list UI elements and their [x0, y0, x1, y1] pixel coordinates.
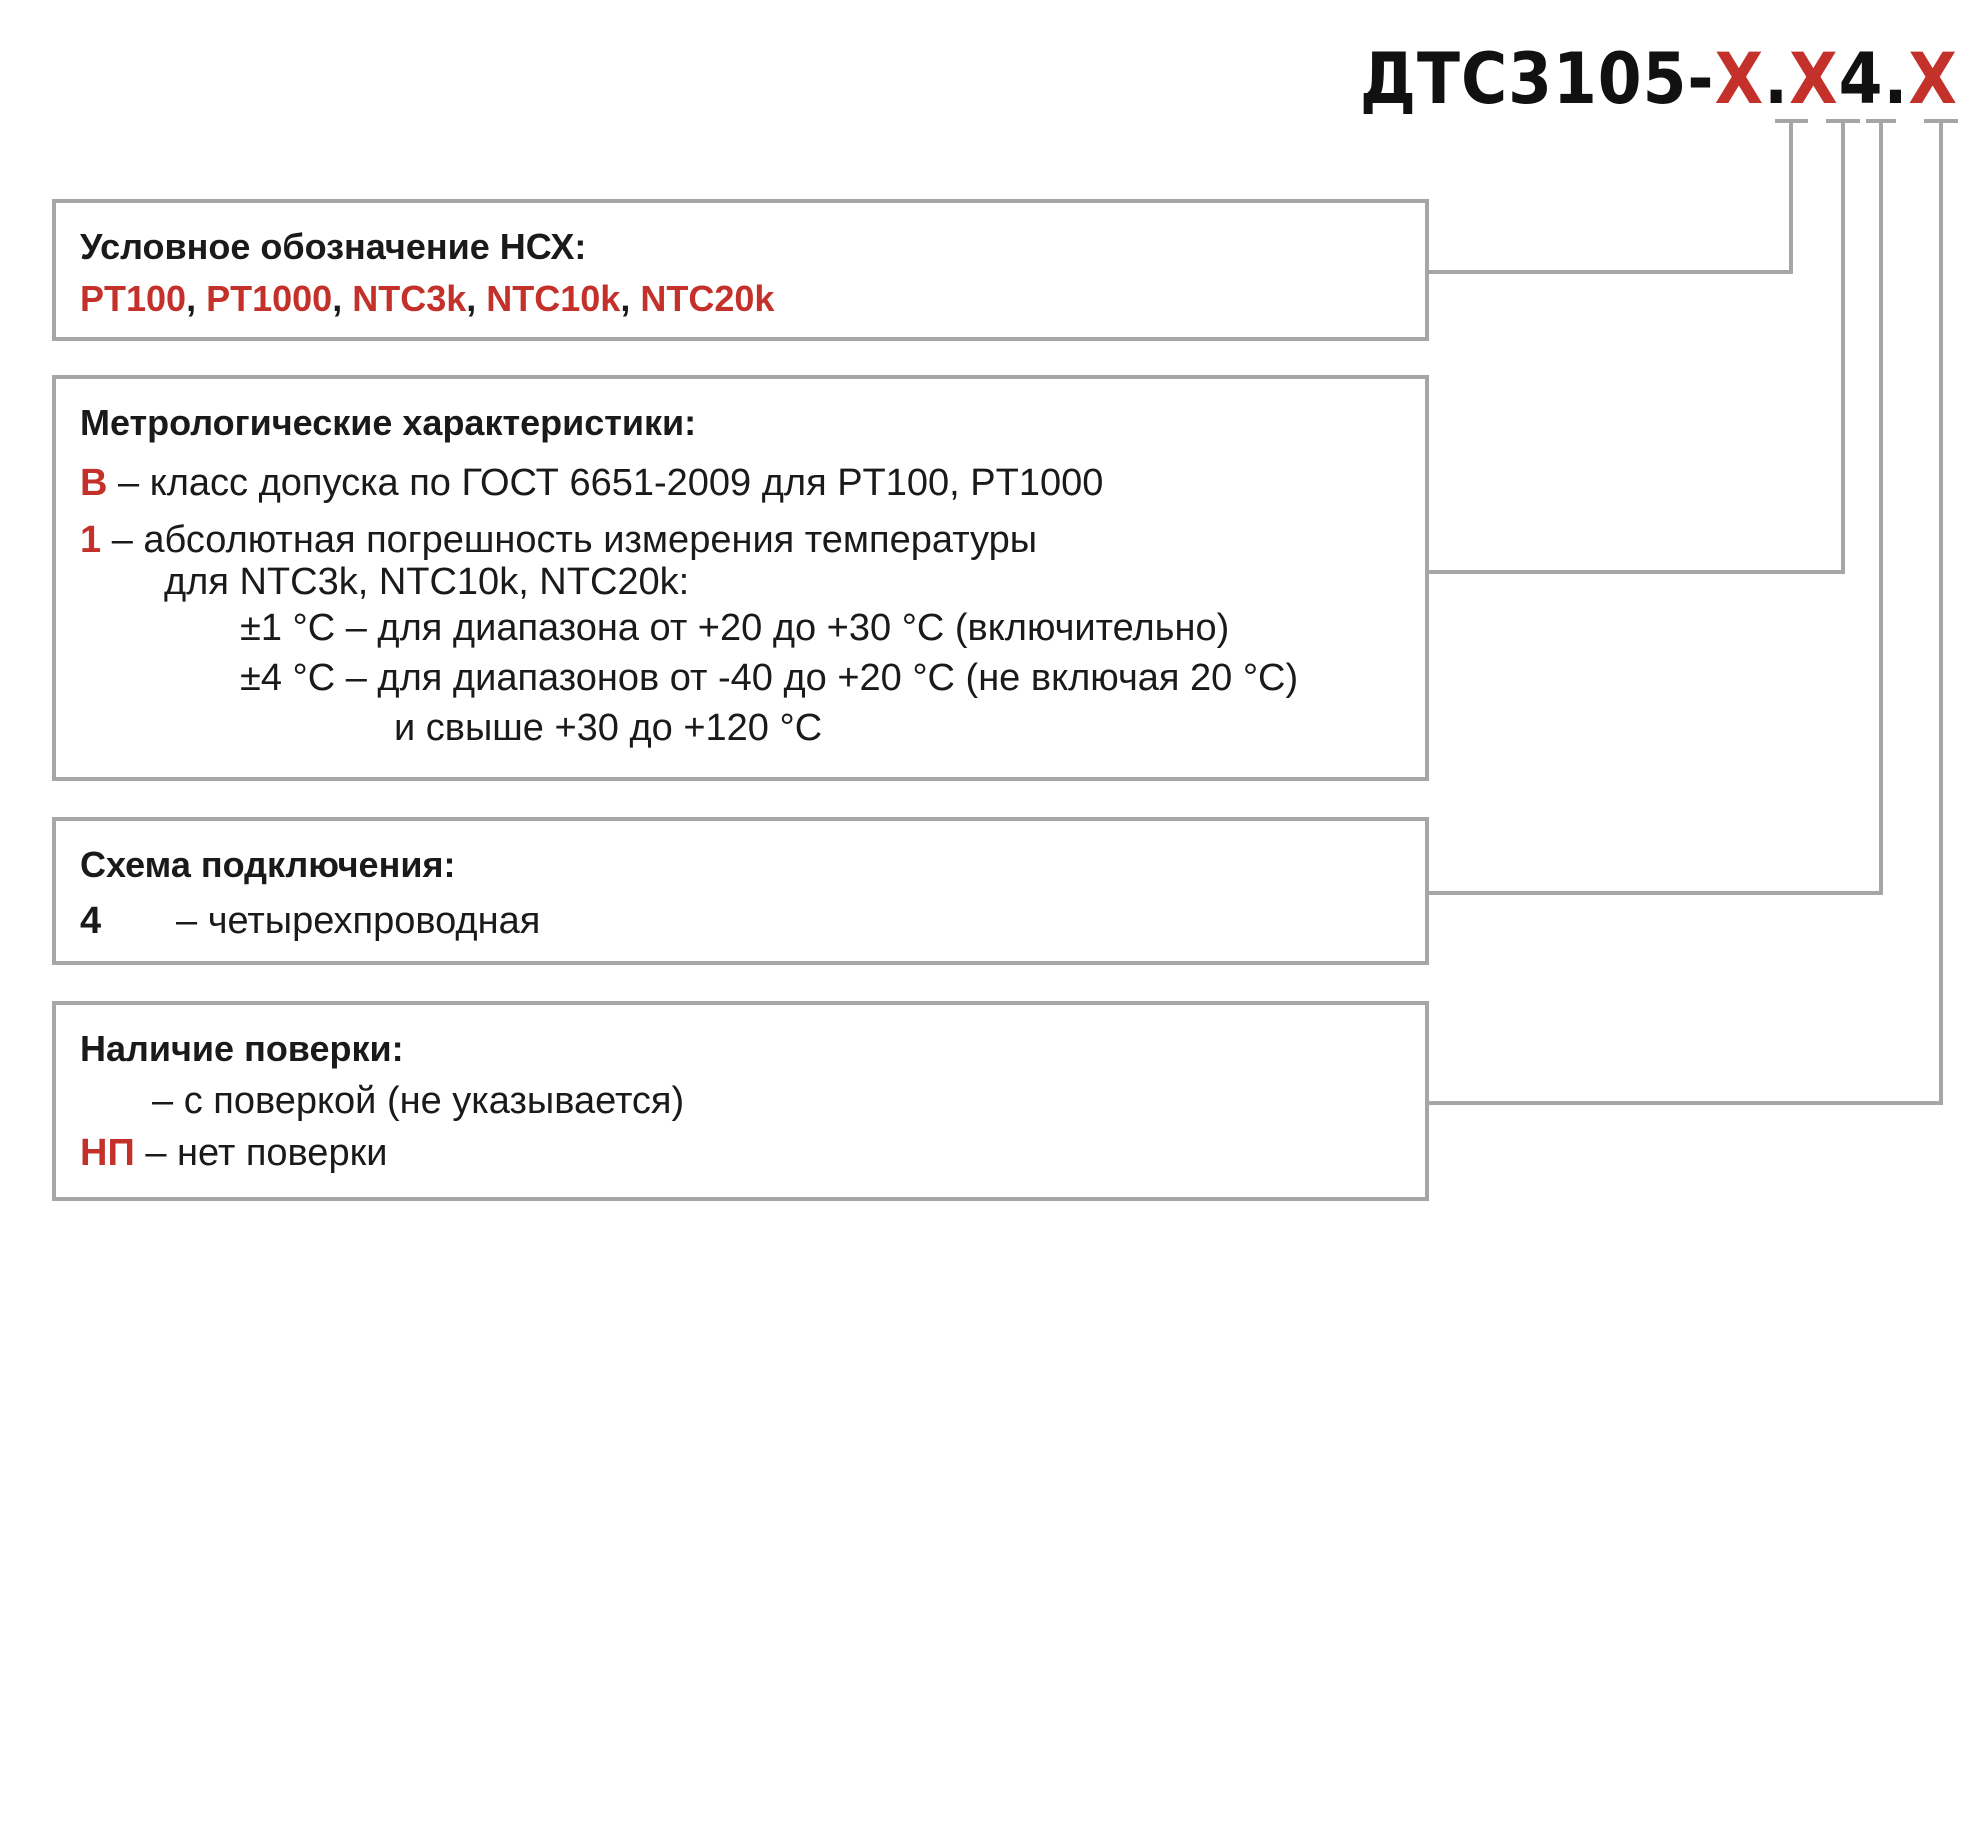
- code-placeholder-verification: X: [1908, 38, 1958, 120]
- wiring-text: – четырехпроводная: [176, 900, 541, 942]
- list-separator: ,: [466, 278, 487, 319]
- tolerance-range-2: ±4 °С – для диапазонов от -40 до +20 °С (не включая 20 °С): [240, 657, 1299, 699]
- sensor-type-list: [80, 273, 1401, 325]
- code-wiring-digit: 4.: [1838, 38, 1909, 120]
- connector-wiring: [1429, 121, 1881, 893]
- list-separator: ,: [332, 278, 353, 319]
- list-separator: ,: [186, 278, 207, 319]
- verification-option-default: – с поверкой (не указывается): [152, 1080, 685, 1122]
- connector-metrology: [1429, 121, 1843, 572]
- box-sensor-type-title: Условное обозначение НСХ:: [80, 226, 587, 267]
- code-placeholder-sensor: X: [1714, 38, 1765, 120]
- tolerance-range-1: ±1 °С – для диапазона от +20 до +30 °С (включительно): [240, 607, 1230, 649]
- sensor-type-item: NTC10k: [486, 278, 621, 319]
- code-placeholder-metrology: X: [1789, 38, 1839, 120]
- metrology-option-1: [80, 519, 1401, 561]
- box-verification-title: Наличие поверки:: [80, 1028, 404, 1069]
- box-wiring-title: Схема подключения:: [80, 844, 456, 885]
- connector-verification: [1429, 121, 1941, 1103]
- sensor-type-item: PT100: [80, 278, 187, 319]
- option-text-b: – класс допуска по ГОСТ 6651-2009 для PT100, PT1000: [107, 462, 1104, 504]
- box-wiring: [52, 817, 1429, 965]
- code-separator: .: [1764, 38, 1790, 120]
- option-text-1: – абсолютная погрешность измерения температуры: [101, 519, 1038, 561]
- verification-text-np: – нет поверки: [134, 1132, 388, 1174]
- product-code: [1359, 38, 1958, 120]
- metrology-option-b: [80, 457, 1401, 509]
- wiring-option: [80, 895, 1401, 947]
- option-code-1: 1: [80, 519, 102, 561]
- tolerance-range-3: и свыше +30 до +120 °С: [394, 707, 823, 749]
- list-separator: ,: [620, 278, 641, 319]
- box-sensor-type: [52, 199, 1429, 341]
- box-verification: [52, 1001, 1429, 1201]
- metrology-option-1-cont: для NTC3k, NTC10k, NTC20k:: [164, 561, 690, 603]
- code-prefix: ДТС3105-: [1359, 38, 1715, 120]
- verification-option-np: [80, 1127, 1401, 1179]
- box-metrology: [52, 375, 1429, 781]
- sensor-type-item: NTC20k: [640, 278, 775, 319]
- verification-code-np: НП: [80, 1132, 135, 1174]
- connector-nsh: [1429, 121, 1791, 272]
- wiring-code: 4: [80, 900, 102, 942]
- option-code-b: B: [80, 462, 108, 504]
- sensor-type-item: NTC3k: [352, 278, 467, 319]
- box-metrology-title: Метрологические характеристики:: [80, 402, 697, 443]
- sensor-type-item: PT1000: [206, 278, 333, 319]
